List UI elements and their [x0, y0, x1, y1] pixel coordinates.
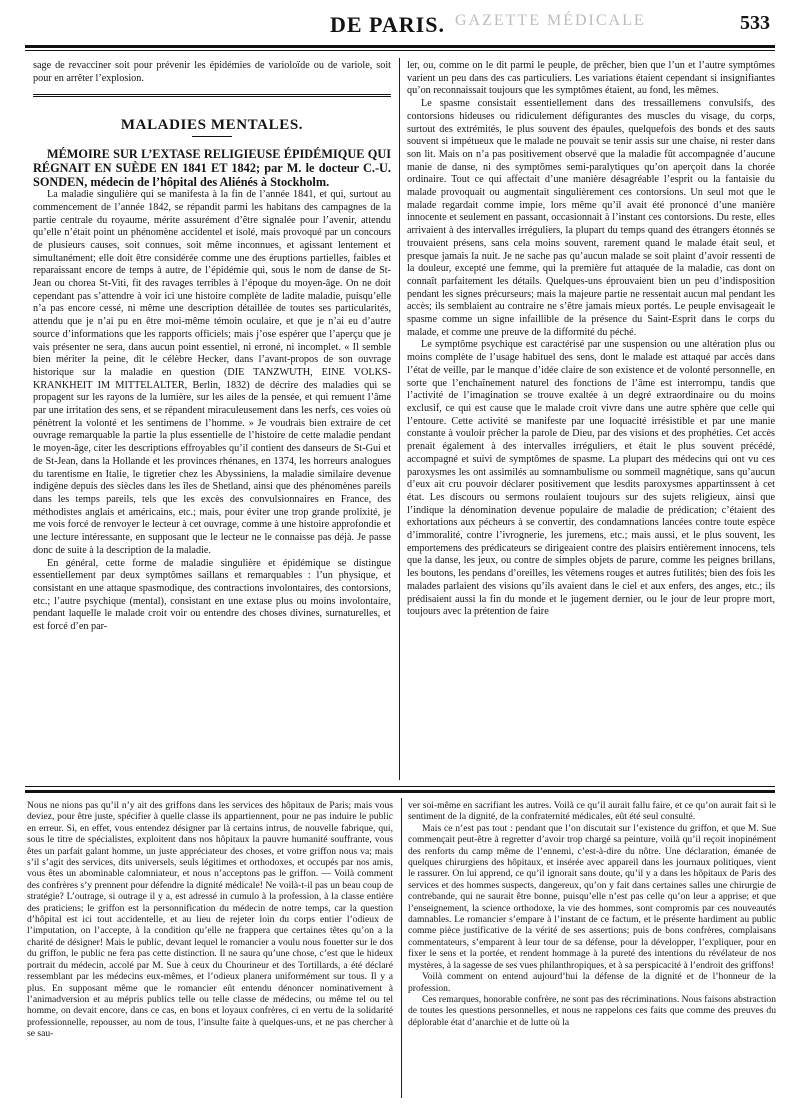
feuilleton-paragraph: Nous ne nions pas qu’il n’y ait des griffons dans les services des hôpitaux de Paris; mais vous deviez, pour être juste, spécifier à quelle classe ils appartiennent, pour ne pas induire le public en erreur. Si, en effet, vous entendez désigner par là certains intrus, de nouvelle fabrique, qui, sous le titre de spécialistes, exploitent dans nos hôpitaux la pauvre humanité souffrante, vous êtes un parfait galant homme, un juste appréciateur des choses, et votre griffon nous va; mais s’il s’agit des services, dits universels, seuls légitimes et orthodoxes, et occupés par nos amis, vous êtes un abominable calomniateur, et nous n’acceptons pas le griffon. — Voilà comment des confrères s’y prennent pour défendre la dignité médicale! Ne voilà-t-il pas un beau coup de stratégie? L’outrage, si outrage il y a, est adressé in cumulo à la profession, à la classe entière des praticiens; le griffon est la personnification du médecin de notre temps, car la question d’hôpital est ici tout accidentelle, et au lieu de rejeter loin du corps entier l’odieux de l’imputation, on l’accepte, à la condition qu’elle ne frappera que certaines têtes qu’on a la charité de désigner! Mais le public, devant lequel le romancier a voulu nous fouetter sur le dos du griffon, le public ne fera pas cette distinction. Il ne saura qu’une chose, c’est que le hideux portrait du médecin, accolé par M. Sue à ceux du Chourineur et des Tortillards, a été déclaré ressemblant par les médecins eux-mêmes, et l’odieux planera uniformément sur tous. Il y a plus. En supposant même que le romancier eût entendu dénoncer nominativement à l’animadversion et au mépris publics telle ou telle classe de médecins, ou même tel ou tel homme, on devait encore, dans ce cas, en bons et loyaux confrères, ci en vertu de la solidarité professionnelle, repousser, au nom de tous, l’insulte faite à quelques-uns, et ne pas chercher à se sau-	[27, 800, 393, 1040]
feuilleton-rule	[25, 786, 775, 787]
feuilleton-left-column	[27, 800, 393, 1100]
body-paragraph: Le spasme consistait essentiellement dans des tressaillemens convulsifs, des contorsions hideuses ou ridiculement défigurantes des muscles du visage, du corps, surtout des extrémités, le plus souvent des épaules, quelquefois des bonds et des sauts souvent si impétueux que le malade ne pouvait se tenir assis sur une chaise, ni rester dans son lit. Mais on n’a pas positivement observé que la maladie fût accompagnée d’aucune manie de danse, ni des symptômes semi-paralytiques qu’on aperçoit dans la chorée ordinaire. Tout ce qui affectait d’une manière désagréable l’esprit ou la fantaisie du malade provoquait ou augmentait singulièrement ces contorsions. Un seul mot que le malade regardait comme impie, lors même qu’il avait été prononcé d’une manière innocente et seulement en passant, occasionnait à l’instant ces contorsions. Du reste, elles arrivaient à des intervalles irréguliers, la plupart du temps quand des étrangers étonnés se trouvaient présens, sans cela moins souvent, rarement quand le malade était seul, et presque jamais la nuit. Je ne sache pas qu’aucun malade se soit plaint d’avoir ressenti de la douleur, excepté une femme, qui la première fut attaquée de la maladie, cas dont on connaît parfaitement les détails. Quelques-uns éprouvaient bien un peu d’indisposition pendant les signes précurseurs; mais la majeure partie ne ressentait aucun mal pendant les accès; ils semblaient au contraire ne s’être jamais mieux portés. Le peuple envisageait le spasme comme un signe infaillible de la présence du Saint-Esprit dans le corps du malade, et comme une preuve de la difformité du péché.	[407, 98, 775, 338]
header-rule	[25, 45, 775, 48]
feuilleton-column-divider	[401, 798, 402, 1098]
section-title: MALADIES MENTALES.	[120, 117, 304, 134]
feuilleton-paragraph: Mais ce n’est pas tout : pendant que l’on discutait sur l’existence du griffon, et que M. Sue commençait peut-être à regretter d’avoir trop chargé sa peinture, voilà qu’il reçoit inopinément des renforts du camp même de l’ennemi, c’est-à-dire du nôtre. Une déclaration, émanée de quelques chirurgiens des hôpitaux, et insérée avec appareil dans les journaux politiques, vient le rassurer. On lui apprend, ce qu’il ignorait sans doute, qu’il y a dans les hôpitaux de Paris des services et des hommes suspects, dangereux, qu’on y fait dans certaines salles une chirurgie de contrebande, qui ne saurait être bonne, puisqu’elle n’est pas celle qu’on leur a apprise; et que l’enseignement, la science orthodoxe, la vie des hommes, sont compromis par ces nouveautés damnables. Le romancier s’empare à l’instant de ce factum, et le présente hardiment au public comme pièce justificative de la vérité de ses assertions; puis de bons confrères, complaisans commentateurs, s’emparent à leur tour de sa défense, pour la développer, l’expliquer, pour en fixer le sens et la portée, et rendent hommage à la pureté des intentions du révélateur de nos mystères, à la sagesse de ses vues philanthropiques, et à sa perspicacité à l’endroit des griffons!	[408, 822, 776, 971]
header-rule-thin	[25, 50, 775, 51]
show-through-text: GAZETTE MÉDICALE	[455, 12, 646, 29]
running-title: DE PARIS.	[330, 12, 445, 37]
feuilleton-paragraph: ver soi-même en sacrifiant les autres. Voilà ce qu’il aurait fallu faire, et ce qu’on aurait fait si le sentiment de la dignité, de la confraternité médicales, eût été seul consulté.	[408, 800, 776, 823]
column-divider	[399, 58, 400, 780]
body-paragraph: Le symptôme psychique est caractérisé par une suspension ou une altération plus ou moins complète de l’usage habituel des sens, dont le malade est attaqué par accès dans l’état de veille, par le manque d’idée claire de son existence et de volonté personnelle, en sorte que l’enchaînement naturel des fonctions de l’âme est interrompu, tandis que l’activité de l’imagination se trouve exaltée à un degré extraordinaire ou du moins exclusif, ce qui est cause que le malade croit vivre dans une autre sphère que celle qui l’entoure. Cette activité se manifeste par une loquacité irrésistible et par une manie constante à vouloir prêcher la parole de Dieu, par des visions et des prophéties. Cet accès prenait également à des intervalles irréguliers, et était le plus souvent précédé, accompagné et suivi de symptômes de spasme. La plupart des médecins qui ont vu ces paroxysmes les ont assimilés au somnambulisme ou sommeil magnétique, sans qu’aucun d’eux ait cru pouvoir déclarer positivement que lesdits paroxysmes appartinssent à cet état. Les discours ou sermons roulaient toujours sur des sujets religieux, ainsi que l’indique la dénomination devenue populaire de maladie de prédication; c’étaient des exhortations aux pécheurs à se convertir, des condamnations lancées contre toute espèce d’immoralité, contre l’ivrognerie, les juremens, etc.; mais aussi, et le plus souvent, les emportemens des prédicateurs se dirigeaient contre des plaisirs entièrement innocens, tels que la danse, les jeux, ou contre de simples objets de parure, comme les peignes brillans, les boutons, les pendans d’oreilles, les vêtemens rouges et autres futilités; bien des fois les malades parlaient des visions qu’ils avaient dans le ciel et aux enfers, des anges, etc.; ils prédisaient aussi la fin du monde et le jugement dernier, ou le jour de leur propre mort, toujours avec la prétention de faire	[407, 339, 775, 618]
feuilleton-rule-thick	[25, 790, 775, 793]
right-column	[407, 60, 775, 780]
page-number: 533	[740, 12, 770, 34]
section-separator	[33, 94, 391, 97]
body-paragraph: ler, ou, comme on le dit parmi le peuple, de prêcher, bien que l’un et l’autre symptômes varient un peu dans des cas particuliers. Les variations étaient cependant si insignifiantes qu’on reconnaissait toujours que les symptômes étaient, au fond, les mêmes.	[407, 60, 775, 97]
article-heading: MÉMOIRE SUR L’EXTASE RELIGIEUSE ÉPIDÉMIQUE QUI RÉGNAIT EN SUÈDE EN 1841 ET 1842; par M. le docteur C.-U. SONDEN, médecin de l’hôpital des Aliénés à Stockholm.	[33, 147, 391, 190]
page-header	[0, 0, 800, 40]
title-underline	[192, 136, 232, 137]
left-column	[33, 60, 391, 780]
body-paragraph: La maladie singulière qui se manifesta à la fin de l’année 1841, et qui, surtout au commencement de l’année 1842, se répandit parmi les habitans des campagnes de la partie centrale du royaume, mérite assurément d’être signalée pour l’avenir, attendu qu’elle n’était point un phénomène accidentel et isolé, mais provoqué par un concours de plusieurs causes, soit connues, soit même inconnues, et agissant lentement et simultanément; elle doit être considérée comme une des éruptions partielles, faibles et reparaissant encore de temps à autre, de l’épidémie qui, sous le nom de danse de St-Jean ou chorea St-Viti, fit des ravages terribles à l’époque du moyen-âge. On ne doit cependant pas s’attendre à voir ici une histoire complète de ladite maladie, puisqu’elle n’a pas encore cessé, ni même une description détaillée de toutes ses particularités, attendu que je n’ai pu en être moi-même témoin oculaire, et que je n’ai eu d’autre source d’informations que les rapports officiels; mais j’ose espérer que l’aperçu que je vais présenter ne sera, dans aucun point essentiel, ni erroné, ni incomplet. « Il semble bien mériter la peine, dit le célèbre Hecker, dans l’avant-propos de son ouvrage historique sur la maladie en question (DIE TANZWUTH, EINE VOLKS-KRANKHEIT IM MITTELALTER, Berlin, 1832) de décrire des maladies qui se propagent sur les rayons de la lumière, sur les ailes de la pensée, et qui remuent l’âme par une irritation des sens, et se répandent miraculeusement dans les nerfs, ces voies où pénètrent la volonté et les sentimens de l’homme. » Je voudrais bien extraire de cet ouvrage remarquable la partie la plus essentielle de l’histoire de cette maladie pendant le moyen-âge, citer les descriptions effroyables qu’il contient des danseurs de St-Gui et de St-Jean, dans la Hollande et les provinces rhénanes, en 1374, les horreurs analogues du tarentisme en Italie, le tigretier chez les Abyssiniens, la maladie similaire devenue indigène depuis des siècles dans les îles de Shetland, ainsi que des phénomènes pareils dans les temps pareils, tels que les excès des convulsionnaires en France, des méthodistes anglais et américains, etc.; mais, pour éviter une trop grande prolixité, je me vois forcé de renvoyer le lecteur à cet ouvrage, comme à une histoire approfondie et une lecture intéressante, en supposant que le lecteur ne le connaisse pas déjà. Je passe donc de suite à la description de la maladie.	[33, 189, 391, 556]
body-paragraph: En général, cette forme de maladie singulière et épidémique se distingue essentiellement par deux symptômes saillans et remarquables : l’un physique, et consistant en une attaque spasmodique, des contractions involontaires, des contorsions, etc.; l’autre psychique (mental), consistant en une extase plus ou moins involontaire, pendant laquelle le malade croit voir ou entendre des choses divines, surnaturelles, et est forcé d’en par-	[33, 557, 391, 633]
intro-paragraph: sage de revacciner soit pour prévenir les épidémies de varioloïde ou de variole, soit pour en arrêter l’explosion.	[33, 60, 391, 84]
feuilleton-right-column	[408, 800, 776, 1100]
feuilleton-paragraph: Voilà comment on entend aujourd’hui la défense de la dignité et de l’honneur de la profession.	[408, 971, 776, 994]
feuilleton-paragraph: Ces remarques, honorable confrère, ne sont pas des récriminations. Nous faisons abstraction de toutes les questions personnelles, et nous ne rappelons ces faits que comme des preuves du déplorable état d’anarchie et de lutte où la	[408, 993, 776, 1028]
